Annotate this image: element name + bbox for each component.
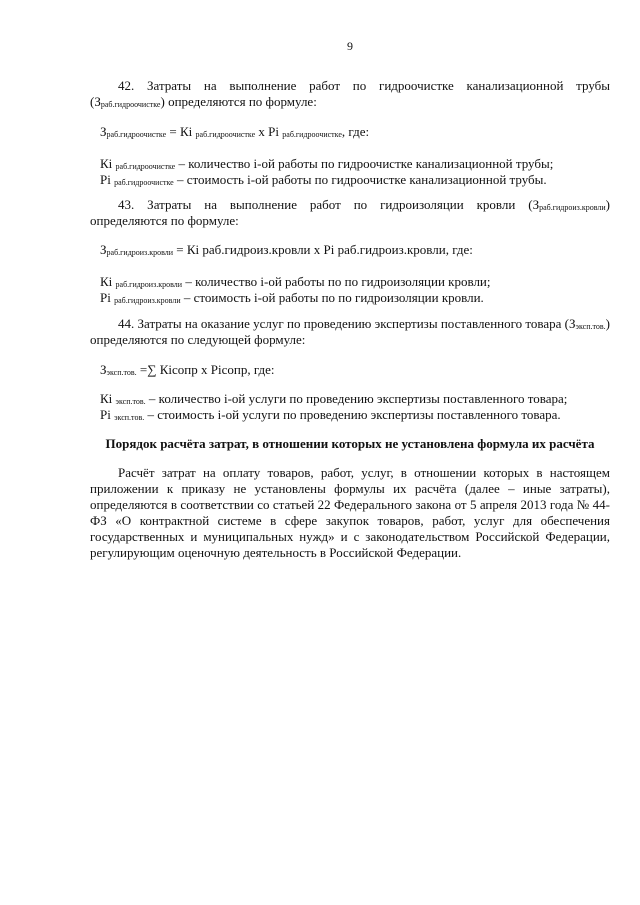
def-symbol: Рі	[100, 290, 115, 305]
formula-subscript: раб.гидроиз.кровли	[106, 248, 174, 257]
item-43-text-end: ) определяются по формуле:	[90, 197, 610, 228]
item-42-subscript: раб.гидроочистке	[100, 100, 161, 109]
def-symbol: Рі	[100, 172, 115, 187]
formula-part: = Кі раб.гидроиз.кровли х Рі раб.гидроиз.кровли, где:	[173, 242, 473, 257]
def-subscript: раб.гидроиз.кровли	[114, 296, 181, 305]
item-42-def-p	[100, 172, 547, 188]
def-text: – количество і-ой работы по гидроочистке канализационной трубы;	[175, 156, 554, 171]
def-text: – количество і-ой услуги по проведению экспертизы поставленного товара;	[145, 391, 568, 406]
formula-subscript: раб.гидроочистке	[282, 130, 342, 139]
section-heading: Порядок расчёта затрат, в отношении которых не установлена формула их расчёта	[105, 436, 595, 451]
item-43-subscript: раб.гидроиз.кровли	[539, 203, 606, 212]
item-42-text: 42. Затраты на выполнение работ по гидроочистке канализационной трубы (З	[90, 78, 610, 109]
def-symbol: Рі	[100, 407, 115, 422]
item-44-def-k	[100, 391, 567, 407]
item-42-text-end: ) определяются по формуле:	[160, 94, 317, 109]
def-subscript: раб.гидроочистке	[114, 178, 174, 187]
formula-symbol: З	[100, 362, 107, 377]
formula-part: х Рі	[255, 124, 283, 139]
formula-symbol: З	[100, 124, 107, 139]
def-subscript: эксп.тов.	[115, 397, 146, 406]
final-paragraph: Расчёт затрат на оплату товаров, работ, услуг, в отношении которых в настоящем приложении к приказу не установлены формулы их расчёта (далее – иные затраты), определяются в соответствии со статьей 22 Федерального закона от 5 апреля 2013 года № 44-ФЗ «О контрактной системе в сфере закупок товаров, работ, услуг для обеспечения государственных и муниципальных нужд» и с законодательством Российской Федерации, регулирующим оценочную деятельность в Российской Федерации.	[90, 465, 610, 560]
item-43-def-k	[100, 274, 491, 290]
def-text: – стоимость і-ой услуги по проведению экспертизы поставленного товара.	[144, 407, 561, 422]
formula-part: =∑ Кісопр х Рісопр, где:	[136, 362, 275, 377]
item-44-paragraph	[90, 316, 610, 348]
item-43-formula	[100, 242, 473, 258]
item-42-formula	[100, 124, 369, 140]
formula-subscript: раб.гидроочистке	[195, 130, 256, 139]
item-44-def-p	[100, 407, 561, 423]
item-43-paragraph	[90, 197, 610, 229]
def-text: – стоимость і-ой работы по гидроочистке канализационной трубы.	[173, 172, 547, 187]
item-43-text: 43. Затраты на выполнение работ по гидроизоляции кровли (З	[118, 197, 540, 212]
def-subscript: раб.гидроочистке	[115, 162, 176, 171]
formula-symbol: З	[100, 242, 107, 257]
def-subscript: эксп.тов.	[114, 413, 145, 422]
item-44-subscript: эксп.тов.	[575, 322, 606, 331]
def-subscript: раб.гидроиз.кровли	[115, 280, 183, 289]
item-42-def-k	[100, 156, 553, 172]
formula-part: , где:	[341, 124, 370, 139]
item-43-def-p	[100, 290, 484, 306]
def-symbol: Кі	[100, 156, 116, 171]
page-number: 9	[347, 39, 353, 53]
item-44-formula	[100, 362, 275, 378]
item-44-text-end: ) определяются по следующей формуле:	[90, 316, 610, 347]
def-symbol: Кі	[100, 391, 116, 406]
item-42-paragraph	[90, 78, 610, 110]
item-44-text: 44. Затраты на оказание услуг по проведению экспертизы поставленного товара (З	[118, 316, 576, 331]
def-symbol: Кі	[100, 274, 116, 289]
def-text: – количество і-ой работы по по гидроизоляции кровли;	[182, 274, 491, 289]
def-text: – стоимость і-ой работы по по гидроизоляции кровли.	[180, 290, 484, 305]
formula-subscript: раб.гидроочистке	[106, 130, 167, 139]
formula-subscript: эксп.тов.	[106, 368, 137, 377]
formula-part: = Кі	[166, 124, 196, 139]
